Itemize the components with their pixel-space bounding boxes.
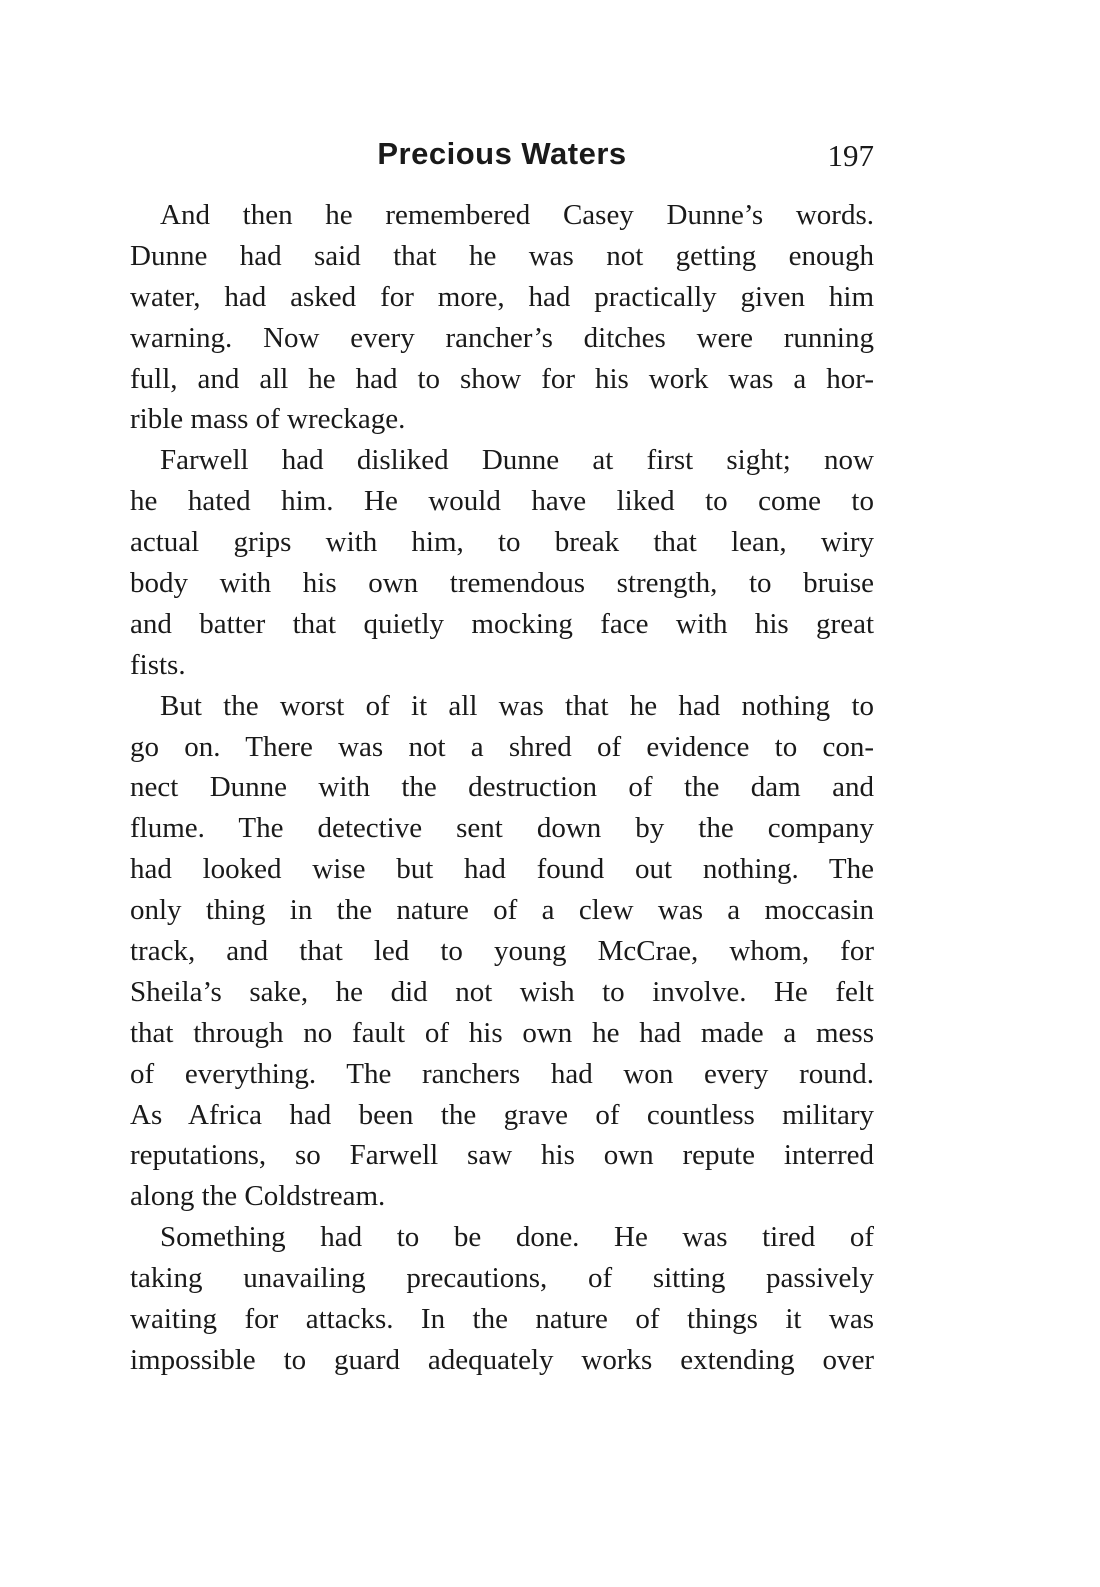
text-line: waiting for attacks. In the nature of things it was: [130, 1303, 874, 1336]
text-line: actual grips with him, to break that lean, wiry: [130, 526, 874, 559]
page-header: [130, 132, 874, 176]
text-line: only thing in the nature of a clew was a moccasin: [130, 894, 874, 927]
paragraph: [130, 686, 874, 1218]
text-line: body with his own tremendous strength, to bruise: [130, 567, 874, 600]
text-line: And then he remembered Casey Dunne’s words.: [160, 199, 874, 231]
text-line: Dunne had said that he was not getting enough: [130, 239, 874, 272]
text-line: fists.: [130, 648, 186, 681]
page-number: 197: [827, 138, 874, 173]
text-line: and batter that quietly mocking face with his great: [130, 607, 874, 640]
text-line: As Africa had been the grave of countless military: [130, 1098, 874, 1131]
text-line: Something had to be done. He was tired of: [160, 1221, 874, 1254]
text-line: taking unavailing precautions, of sitting passively: [130, 1262, 874, 1295]
body-text: [130, 195, 874, 1381]
text-line: rible mass of wreckage.: [130, 403, 406, 436]
text-line: But the worst of it all was that he had nothing to: [160, 689, 874, 722]
paragraph: [130, 195, 874, 440]
text-line: along the Coldstream.: [130, 1180, 386, 1213]
text-line: had looked wise but had found out nothing. The: [130, 853, 874, 886]
text-line: warning. Now every rancher’s ditches were running: [130, 321, 874, 354]
text-line: nect Dunne with the destruction of the dam and: [130, 771, 874, 804]
text-line: track, and that led to young McCrae, whom, for: [130, 935, 874, 968]
text-line: of everything. The ranchers had won every round.: [130, 1057, 874, 1090]
text-line: Sheila’s sake, he did not wish to involve. He felt: [130, 975, 874, 1008]
text-line: impossible to guard adequately works extending over: [130, 1343, 874, 1376]
text-line: water, had asked for more, had practically given him: [130, 280, 874, 313]
paragraph: [130, 1217, 874, 1381]
paragraph: [130, 440, 874, 685]
text-line: reputations, so Farwell saw his own repute interred: [130, 1139, 874, 1172]
text-line: Farwell had disliked Dunne at first sight; now: [160, 444, 874, 477]
text-line: he hated him. He would have liked to come to: [130, 485, 874, 518]
text-line: go on. There was not a shred of evidence to con-: [130, 730, 874, 763]
text-line: flume. The detective sent down by the company: [130, 812, 874, 845]
text-line: that through no fault of his own he had made a mess: [130, 1016, 874, 1049]
running-title: Precious Waters: [377, 136, 627, 171]
text-line: full, and all he had to show for his work was a hor-: [130, 362, 874, 395]
